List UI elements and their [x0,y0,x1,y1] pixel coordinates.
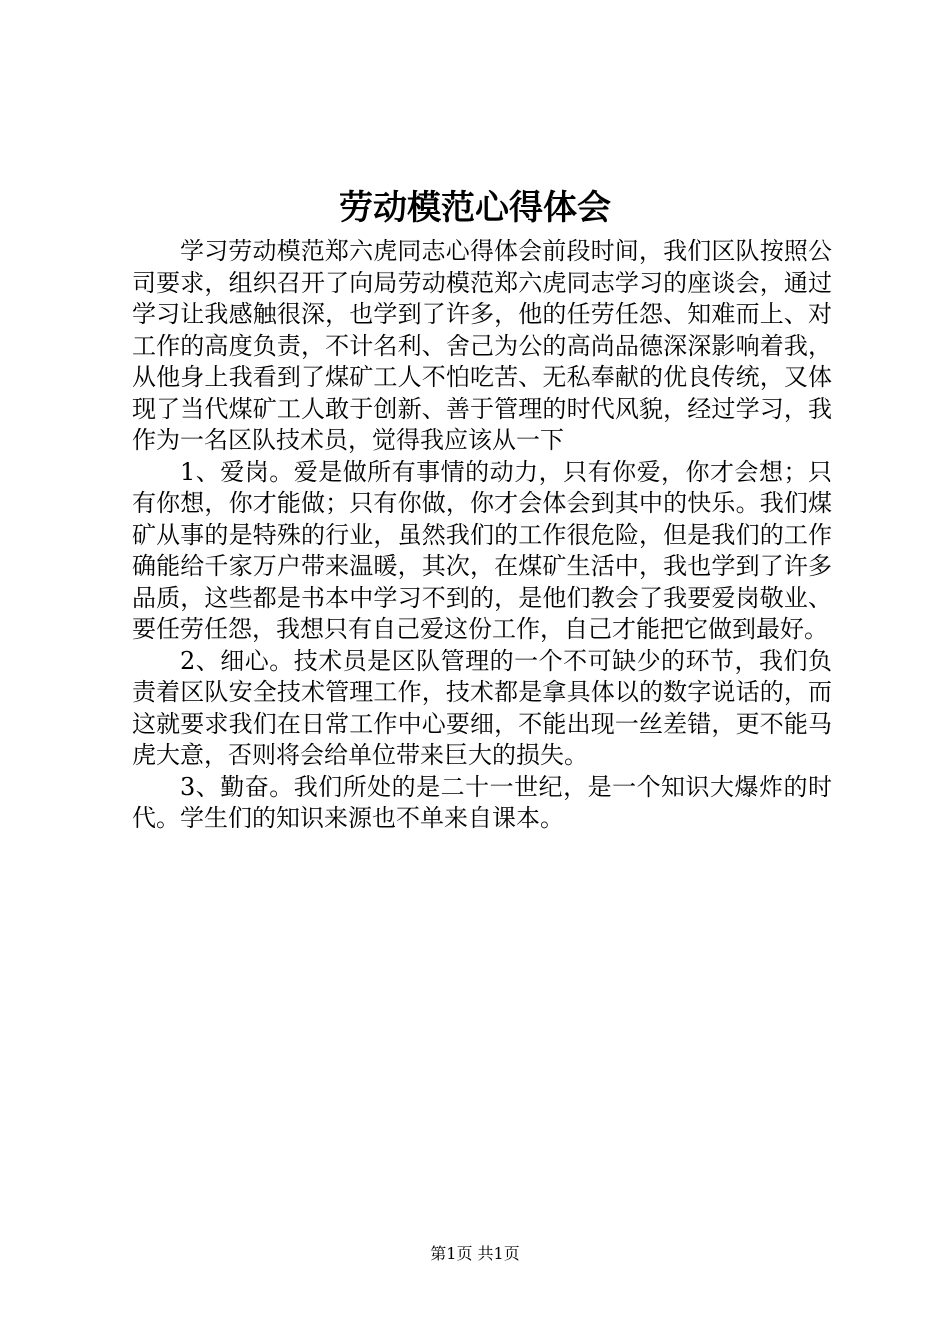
document-body [132,236,832,835]
paragraph-diligent: 3、勤奋。我们所处的是二十一世纪，是一个知识大爆炸的时代。学生们的知识来源也不单来自课本。 [132,772,832,832]
paragraph-love-job: 1、爱岗。爱是做所有事情的动力，只有你爱，你才会想；只有你想，你才能做；只有你做，你才会体会到其中的快乐。我们煤矿从事的是特殊的行业，虽然我们的工作很危险，但是我们的工作确能给千家万户带来温暖，其次，在煤矿生活中，我也学到了许多品质，这些都是书本中学习不到的，是他们教会了我要爱岗敬业、要任劳任怨，我想只有自己爱这份工作，自己才能把它做到最好。 [132,457,832,643]
paragraph-careful: 2、细心。技术员是区队管理的一个不可缺少的环节，我们负责着区队安全技术管理工作，技术都是拿具体以的数字说话的，而这就要求我们在日常工作中心要细，不能出现一丝差错，更不能马虎大意，否则将会给单位带来巨大的损失。 [132,646,832,769]
document-title: 劳动模范心得体会 [339,188,611,228]
page-number-footer: 第1页 共1页 [430,1244,520,1263]
paragraph-intro: 学习劳动模范郑六虎同志心得体会前段时间，我们区队按照公司要求，组织召开了向局劳动模范郑六虎同志学习的座谈会，通过学习让我感触很深，也学到了许多，他的任劳任怨、知难而上、对工作的高度负责，不计名利、舍己为公的高尚品德深深影响着我，从他身上我看到了煤矿工人不怕吃苦、无私奉献的优良传统，又体现了当代煤矿工人敢于创新、善于管理的时代风貌，经过学习，我作为一名区队技术员，觉得我应该从一下 [132,237,832,454]
